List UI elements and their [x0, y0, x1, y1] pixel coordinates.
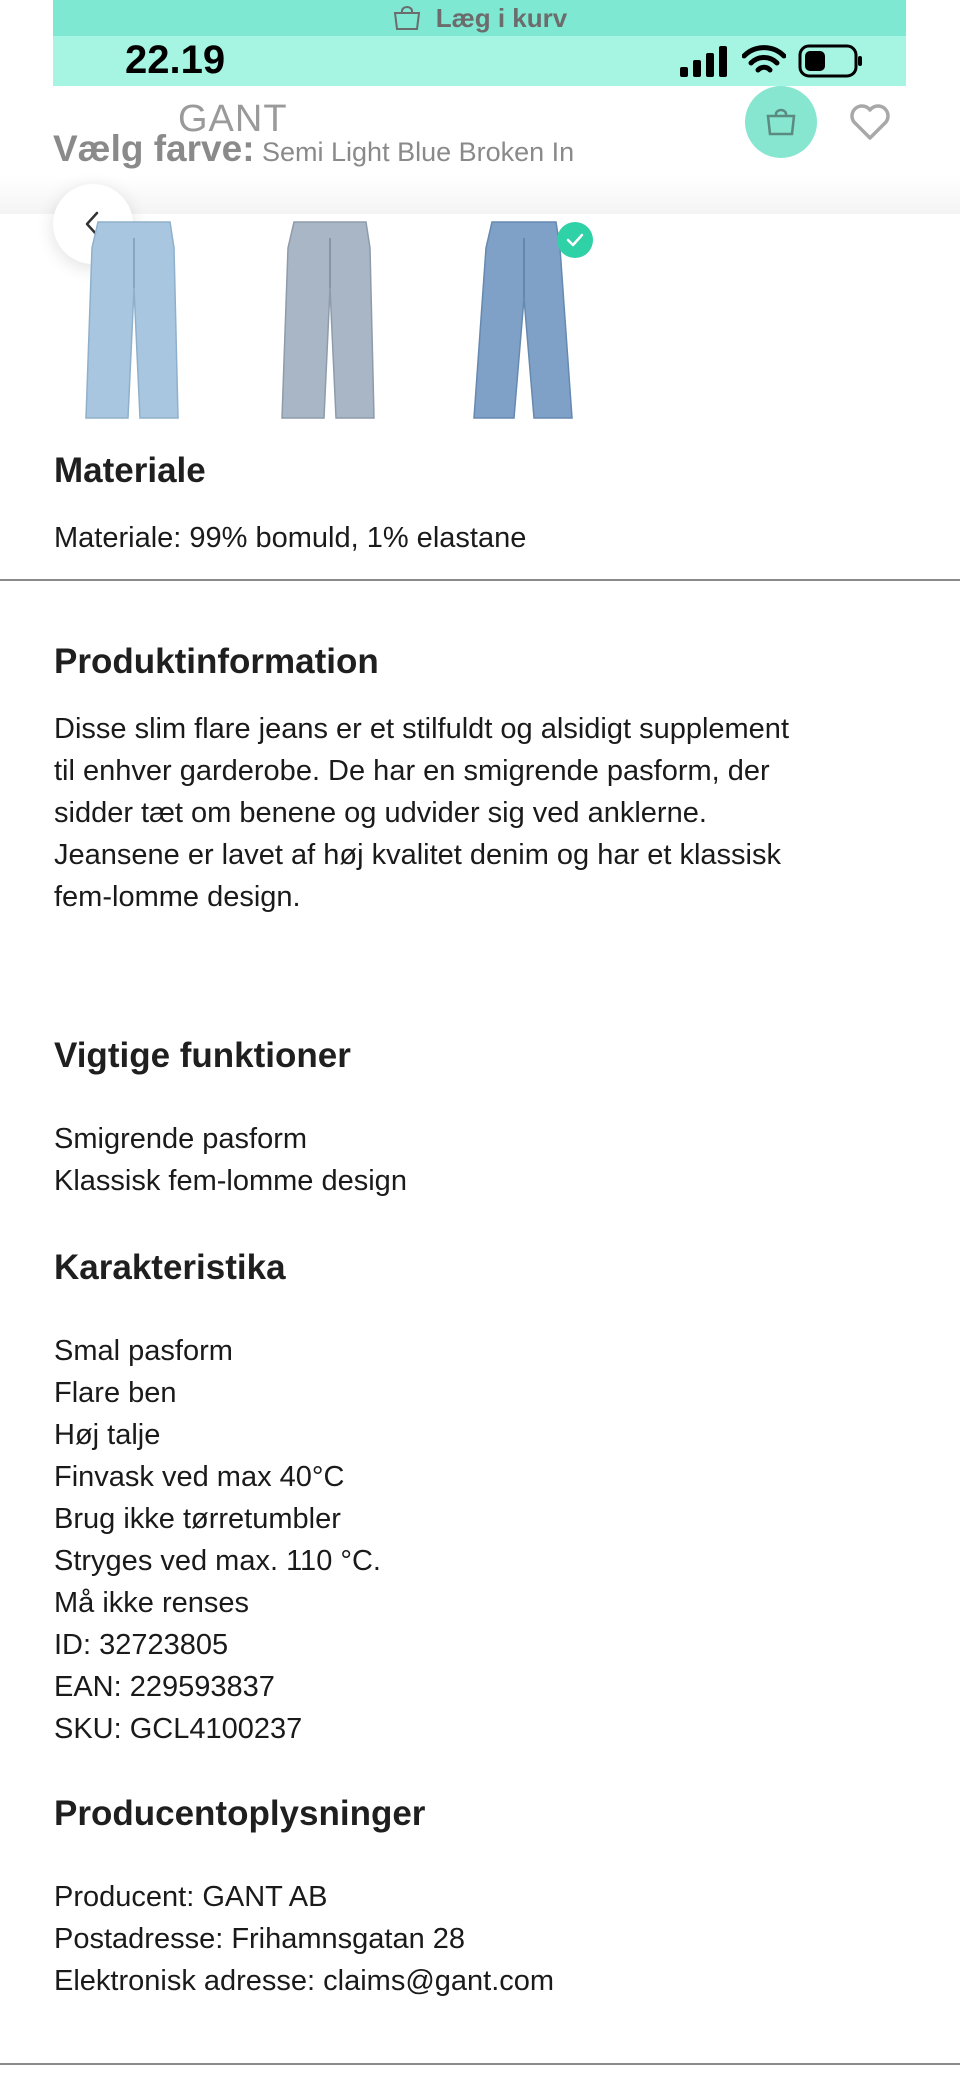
list-item: Elektronisk adresse: claims@gant.com — [54, 1965, 555, 1997]
favorite-heart-icon[interactable] — [848, 102, 892, 142]
list-item: Høj talje — [54, 1419, 161, 1451]
list-item: Finvask ved max 40°C — [54, 1461, 345, 1493]
status-time: 22.19 — [125, 38, 226, 82]
selected-check-icon — [557, 222, 593, 258]
color-picker-label: Vælg farve: — [53, 128, 255, 169]
battery-icon — [798, 44, 864, 78]
list-item: Producent: GANT AB — [54, 1881, 328, 1913]
list-item: Flare ben — [54, 1377, 177, 1409]
wifi-icon — [742, 45, 786, 77]
list-item: EAN: 229593837 — [54, 1671, 275, 1703]
product-info-line: Jeansene er lavet af høj kvalitet denim og har et klassisk — [54, 839, 781, 871]
list-item: Stryges ved max. 110 °C. — [54, 1545, 381, 1577]
list-item: Smigrende pasform — [54, 1123, 308, 1155]
signal-icon — [680, 45, 730, 77]
product-info-line: til enhver garderobe. De har en smigrende pasform, der — [54, 755, 770, 787]
list-item: Brug ikke tørretumbler — [54, 1503, 341, 1535]
selected-color-value: Semi Light Blue Broken In — [262, 137, 575, 167]
characteristics-list — [54, 1330, 381, 1750]
product-info-line: Disse slim flare jeans er et stilfuldt og alsidigt supplement — [54, 713, 789, 745]
list-item: Smal pasform — [54, 1335, 233, 1367]
status-icons — [680, 44, 864, 78]
color-swatch-grey-blue[interactable] — [274, 218, 384, 423]
product-info-heading: Produktinformation — [54, 642, 379, 681]
material-heading: Materiale — [54, 451, 206, 490]
brand-logo[interactable]: GANT — [178, 98, 288, 140]
producer-list — [54, 1876, 554, 2002]
add-to-cart-label: Læg i kurv — [435, 2, 568, 33]
features-list — [54, 1118, 407, 1202]
features-heading: Vigtige funktioner — [54, 1036, 351, 1075]
add-to-cart-bar[interactable] — [53, 0, 906, 36]
list-item: ID: 32723805 — [54, 1629, 229, 1661]
cart-button[interactable] — [745, 86, 817, 158]
product-info-text — [54, 708, 894, 918]
material-text: Materiale: 99% bomuld, 1% elastane — [54, 522, 527, 554]
shopping-bag-icon — [765, 108, 797, 136]
color-swatch-light-blue[interactable] — [78, 218, 188, 423]
divider — [0, 2063, 960, 2065]
list-item: Postadresse: Frihamnsgatan 28 — [54, 1923, 466, 1955]
characteristics-heading: Karakteristika — [54, 1248, 286, 1287]
product-info-line: sidder tæt om benene og udvider sig ved anklerne. — [54, 797, 707, 829]
product-info-line: fem-lomme design. — [54, 881, 301, 913]
shopping-bag-icon — [392, 6, 422, 30]
list-item: SKU: GCL4100237 — [54, 1713, 303, 1745]
divider — [0, 579, 960, 581]
producer-heading: Producentoplysninger — [54, 1794, 426, 1833]
list-item: Må ikke renses — [54, 1587, 250, 1619]
list-item: Klassisk fem-lomme design — [54, 1165, 407, 1197]
